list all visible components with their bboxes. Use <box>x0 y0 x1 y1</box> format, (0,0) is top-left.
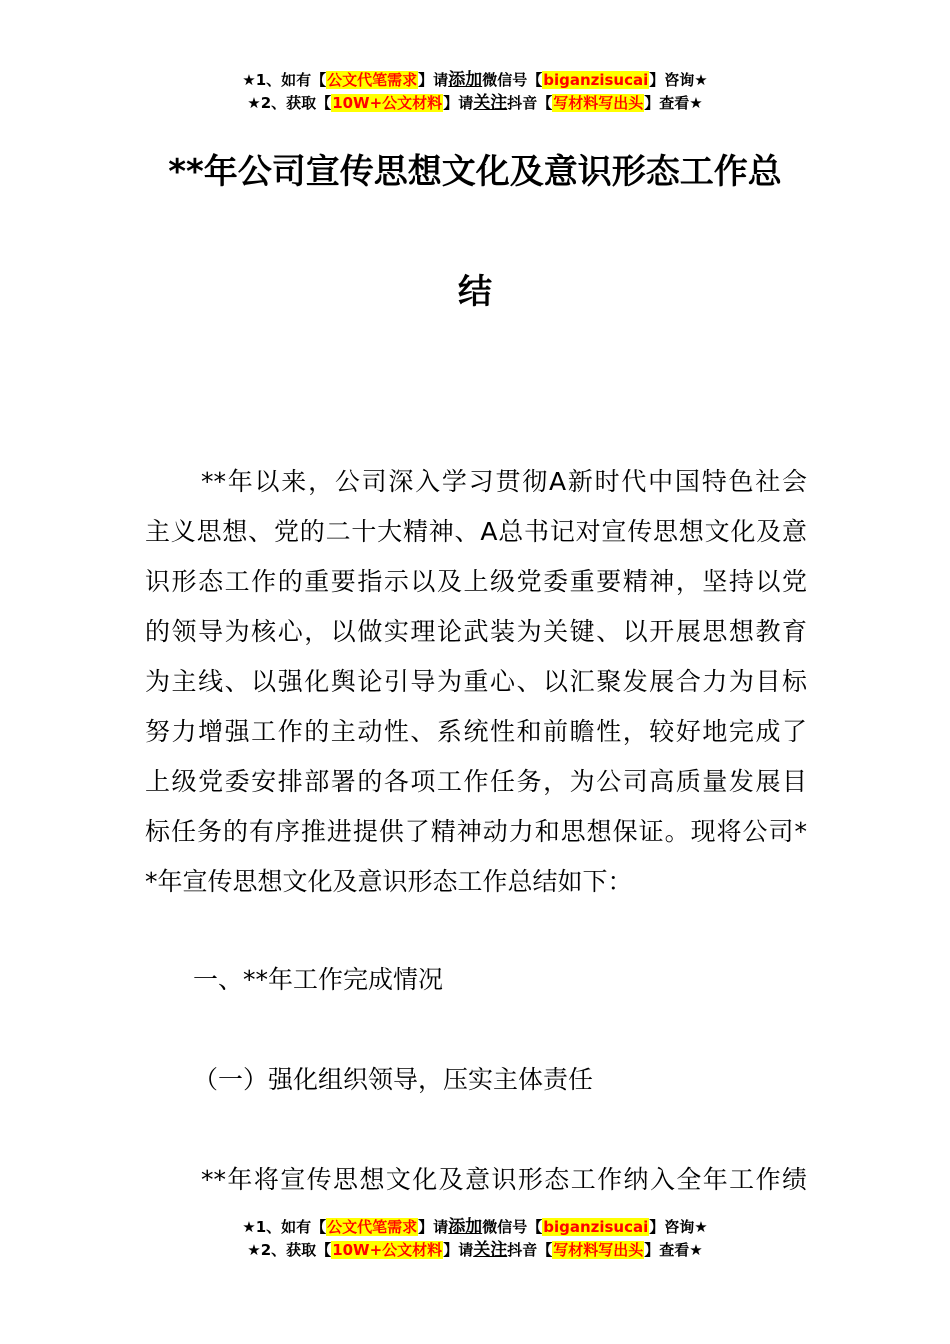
paragraph-line: 为主线、以强化舆论引导为重心、以汇聚发展合力为目标 <box>145 667 807 696</box>
section-heading-1: 一、**年工作完成情况 <box>193 965 444 994</box>
paragraph-line: 识形态工作的重要指示以及上级党委重要精神，坚持以党 <box>145 567 807 596</box>
intro-paragraph <box>145 457 807 907</box>
top-banner <box>0 69 950 115</box>
paragraph-line: 的领导为核心，以做实理论武装为关键、以开展思想教育 <box>145 617 807 646</box>
paragraph-line: 标任务的有序推进提供了精神动力和思想保证。现将公司* <box>145 817 807 846</box>
paragraph-line: *年宣传思想文化及意识形态工作总结如下： <box>145 867 633 896</box>
banner-line-2: ★2、获取【10W+公文材料】请关注抖音【写材料写出头】查看★ <box>247 93 703 113</box>
banner-highlight-materials: 10W+公文材料 <box>332 94 443 112</box>
subsection-heading-1: （一）强化组织领导，压实主体责任 <box>193 1065 594 1094</box>
banner-highlight-douyin: 写材料写出头 <box>553 94 644 112</box>
paragraph-line: **年将宣传思想文化及意识形态工作纳入全年工作绩 <box>201 1165 807 1194</box>
bottom-banner <box>0 1216 950 1262</box>
banner-line-1: ★1、如有【公文代笔需求】请添加微信号【biganzisucai】咨询★ <box>242 70 708 90</box>
paragraph-2 <box>145 1155 807 1205</box>
banner-line-2: ★2、获取【10W+公文材料】请关注抖音【写材料写出头】查看★ <box>247 1240 703 1260</box>
banner-highlight-materials: 10W+公文材料 <box>332 1241 443 1259</box>
banner-highlight-douyin: 写材料写出头 <box>553 1241 644 1259</box>
document-title-line-2: 结 <box>458 272 492 312</box>
paragraph-line: 上级党委安排部署的各项工作任务，为公司高质量发展目 <box>145 767 807 796</box>
banner-highlight-wechat: biganzisucai <box>543 71 649 89</box>
banner-line-1: ★1、如有【公文代笔需求】请添加微信号【biganzisucai】咨询★ <box>242 1217 708 1237</box>
banner-highlight-service: 公文代笔需求 <box>327 71 418 89</box>
banner-highlight-service: 公文代笔需求 <box>327 1218 418 1236</box>
document-title-line-1: **年公司宣传思想文化及意识形态工作总 <box>168 152 782 192</box>
paragraph-line: 主义思想、党的二十大精神、A总书记对宣传思想文化及意 <box>145 517 807 546</box>
paragraph-line: 努力增强工作的主动性、系统性和前瞻性，较好地完成了 <box>145 717 807 746</box>
banner-highlight-wechat: biganzisucai <box>543 1218 649 1236</box>
paragraph-line: **年以来，公司深入学习贯彻A新时代中国特色社会 <box>201 467 807 496</box>
